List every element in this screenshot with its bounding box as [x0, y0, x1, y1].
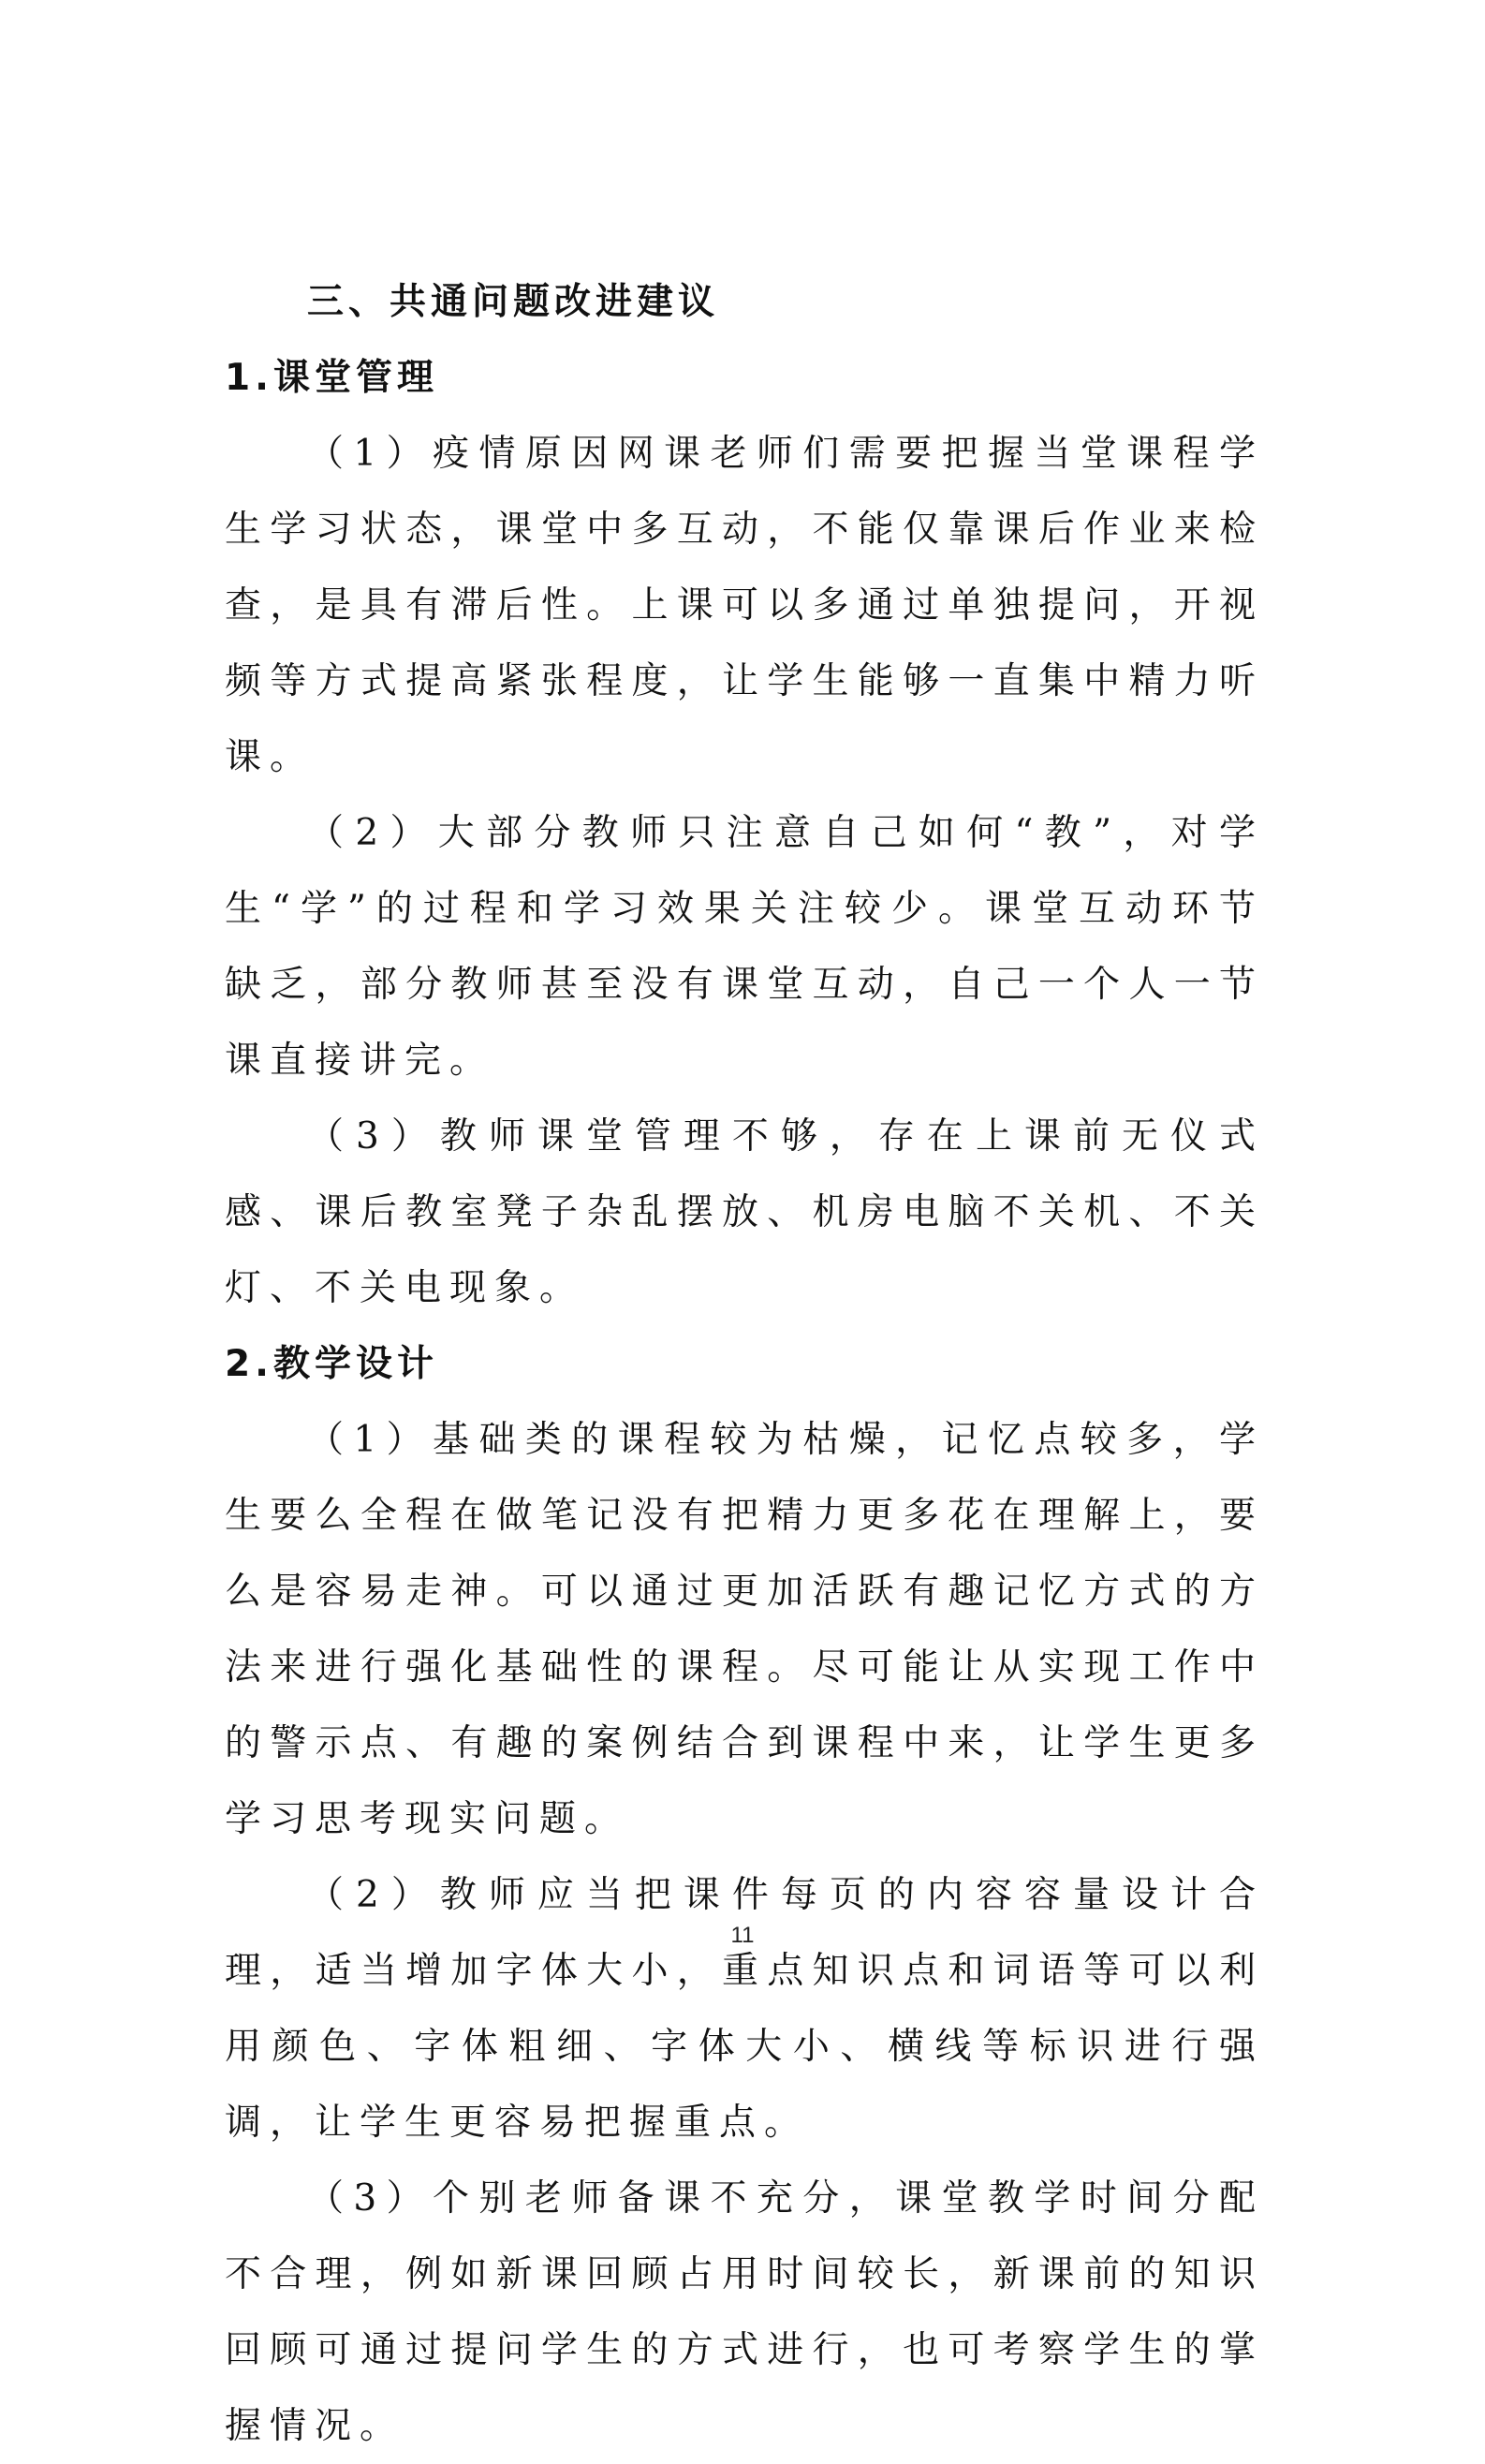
paragraph: （3）教师课堂管理不够，存在上课前无仪式感、课后教室凳子杂乱摆放、机房电脑不关机、不关灯、不关电现象。	[225, 1115, 1264, 1309]
paragraph: （2）大部分教师只注意自己如何“教”，对学生“学”的过程和学习效果关注较少。课堂互动环节缺乏，部分教师甚至没有课堂互动，自己一个人一节课直接讲完。	[225, 812, 1264, 1082]
subsection-heading-classroom-management: 1.课堂管理	[225, 357, 438, 399]
paragraph: （2）教师应当把课件每页的内容容量设计合理，适当增加字体大小，重点知识点和词语等可以利用颜色、字体粗细、字体大小、横线等标识进行强调，让学生更容易把握重点。	[225, 1874, 1264, 2144]
paragraph: （1）疫情原因网课老师们需要把握当堂课程学生学习状态，课堂中多互动，不能仅靠课后作业来检查，是具有滞后性。上课可以多通过单独提问，开视频等方式提高紧张程度，让学生能够一直集中精力听课。	[225, 433, 1264, 778]
paragraph: （1）基础类的课程较为枯燥，记忆点较多，学生要么全程在做笔记没有把精力更多花在理解上，要么是容易走神。可以通过更加活跃有趣记忆方式的方法来进行强化基础性的课程。尽可能让从实现工作中的警示点、有趣的案例结合到课程中来，让学生更多学习思考现实问题。	[225, 1419, 1264, 1840]
subsection-heading-teaching-design: 2.教学设计	[225, 1343, 438, 1385]
paragraph: （3）个别老师备课不充分，课堂教学时间分配不合理，例如新课回顾占用时间较长，新课前的知识回顾可通过提问学生的方式进行，也可考察学生的掌握情况。	[225, 2177, 1264, 2447]
page-number: 11	[730, 1923, 755, 1948]
page-content	[225, 264, 1264, 2464]
section-heading: 三、共通问题改进建议	[307, 281, 720, 323]
